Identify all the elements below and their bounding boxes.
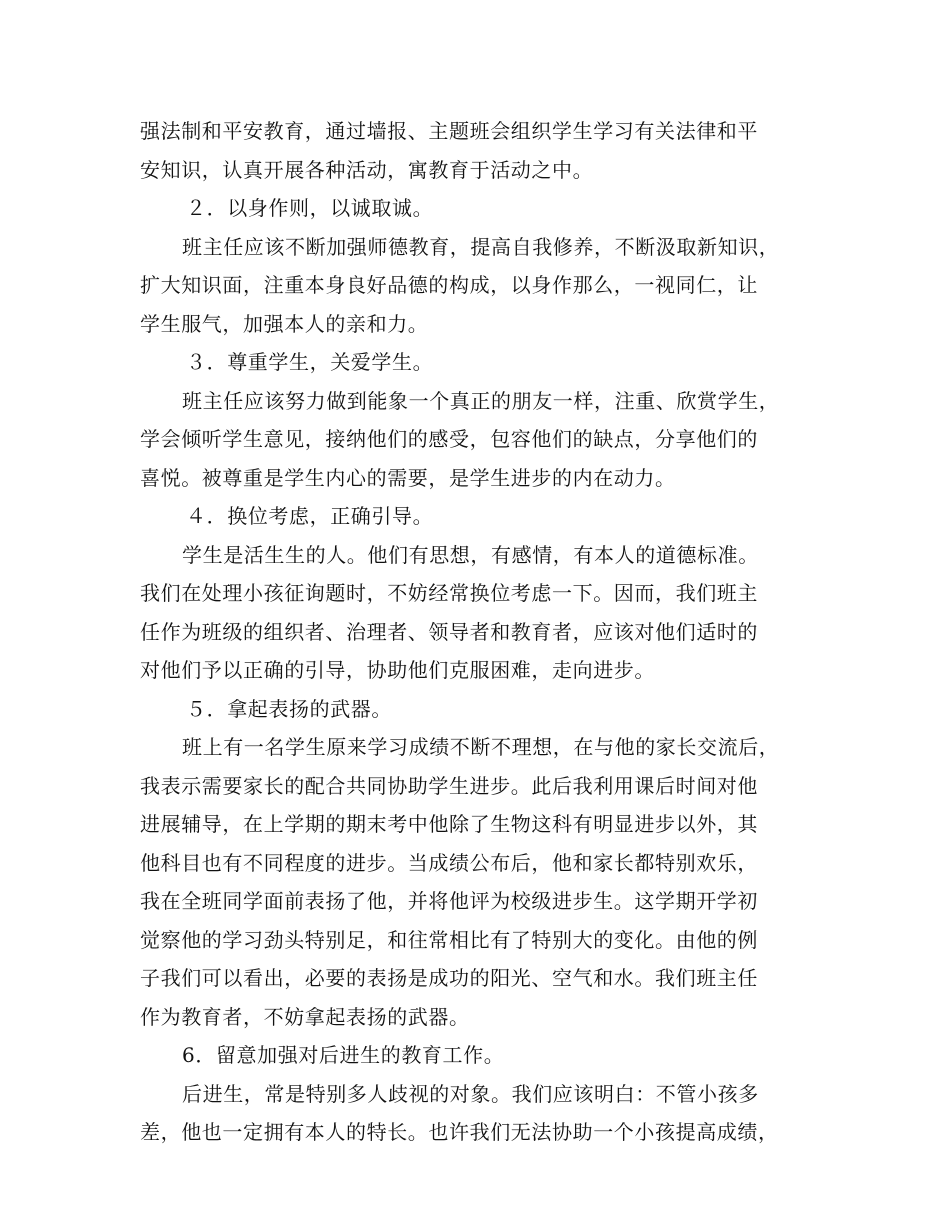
- text-line: 他科目也有不同程度的进步。当成绩公布后，他和家长都特别欢乐，: [140, 850, 758, 875]
- text-line: 差，他也一定拥有本人的特长。也许我们无法协助一个小孩提高成绩，: [140, 1120, 779, 1144]
- text-line: 强法制和平安教育，通过墙报、主题班会组织学生学习有关法律和平: [140, 119, 758, 143]
- paragraph-first-line: 班上有一名学生原来学习成绩不断不理想，在与他的家长交流后，: [182, 735, 780, 759]
- section-heading: ３．尊重学生，关爱学生。: [186, 350, 434, 374]
- text-line: 喜悦。被尊重是学生内心的需要，是学生进步的内在动力。: [140, 465, 676, 490]
- text-line: 我在全班同学面前表扬了他，并将他评为校级进步生。这学期开学初: [140, 889, 758, 913]
- document-body: [140, 112, 830, 1152]
- text-line: 学生服气，加强本人的亲和力。: [140, 311, 429, 336]
- paragraph-first-line: 后进生，常是特别多人歧视的对象。我们应该明白：不管小孩多: [182, 1081, 759, 1106]
- text-line: 学会倾听学生意见，接纳他们的感受，包容他们的缺点，分享他们的: [140, 427, 758, 451]
- section-heading: ５．拿起表扬的武器。: [186, 696, 392, 721]
- text-line: 安知识，认真开展各种活动，寓教育于活动之中。: [140, 157, 594, 182]
- paragraph-first-line: 学生是活生生的人。他们有思想，有感情，有本人的道德标准。: [182, 542, 759, 567]
- section-heading: ４．换位考虑，正确引导。: [186, 504, 434, 528]
- paragraph-first-line: 班主任应该不断加强师德教育，提高自我修养，不断汲取新知识，: [182, 234, 780, 259]
- text-line: 对他们予以正确的引导，协助他们克服困难，走向进步。: [140, 658, 655, 682]
- text-line: 子我们可以看出，必要的表扬是成功的阳光、空气和水。我们班主任: [140, 966, 758, 990]
- text-line: 我们在处理小孩征询题时，不妨经常换位考虑一下。因而，我们班主: [140, 581, 758, 605]
- text-line: 扩大知识面，注重本身良好品德的构成，以身作那么，一视同仁，让: [140, 273, 758, 297]
- text-line: 任作为班级的组织者、治理者、领导者和教育者，应该对他们适时的: [140, 619, 758, 644]
- text-line: 觉察他的学习劲头特别足，和往常相比有了特别大的变化。由他的例: [140, 927, 758, 952]
- section-heading: ２．以身作则，以诚取诚。: [186, 196, 434, 220]
- text-line: 进展辅导，在上学期的期末考中他除了生物这科有明显进步以外，其: [140, 812, 758, 836]
- section-heading: 6．留意加强对后进生的教育工作。: [182, 1043, 505, 1067]
- text-line: 我表示需要家长的配合共同协助学生进步。此后我利用课后时间对他: [140, 773, 758, 798]
- paragraph-first-line: 班主任应该努力做到能象一个真正的朋友一样，注重、欣赏学生，: [182, 388, 780, 413]
- text-line: 作为教育者，不妨拿起表扬的武器。: [140, 1004, 470, 1029]
